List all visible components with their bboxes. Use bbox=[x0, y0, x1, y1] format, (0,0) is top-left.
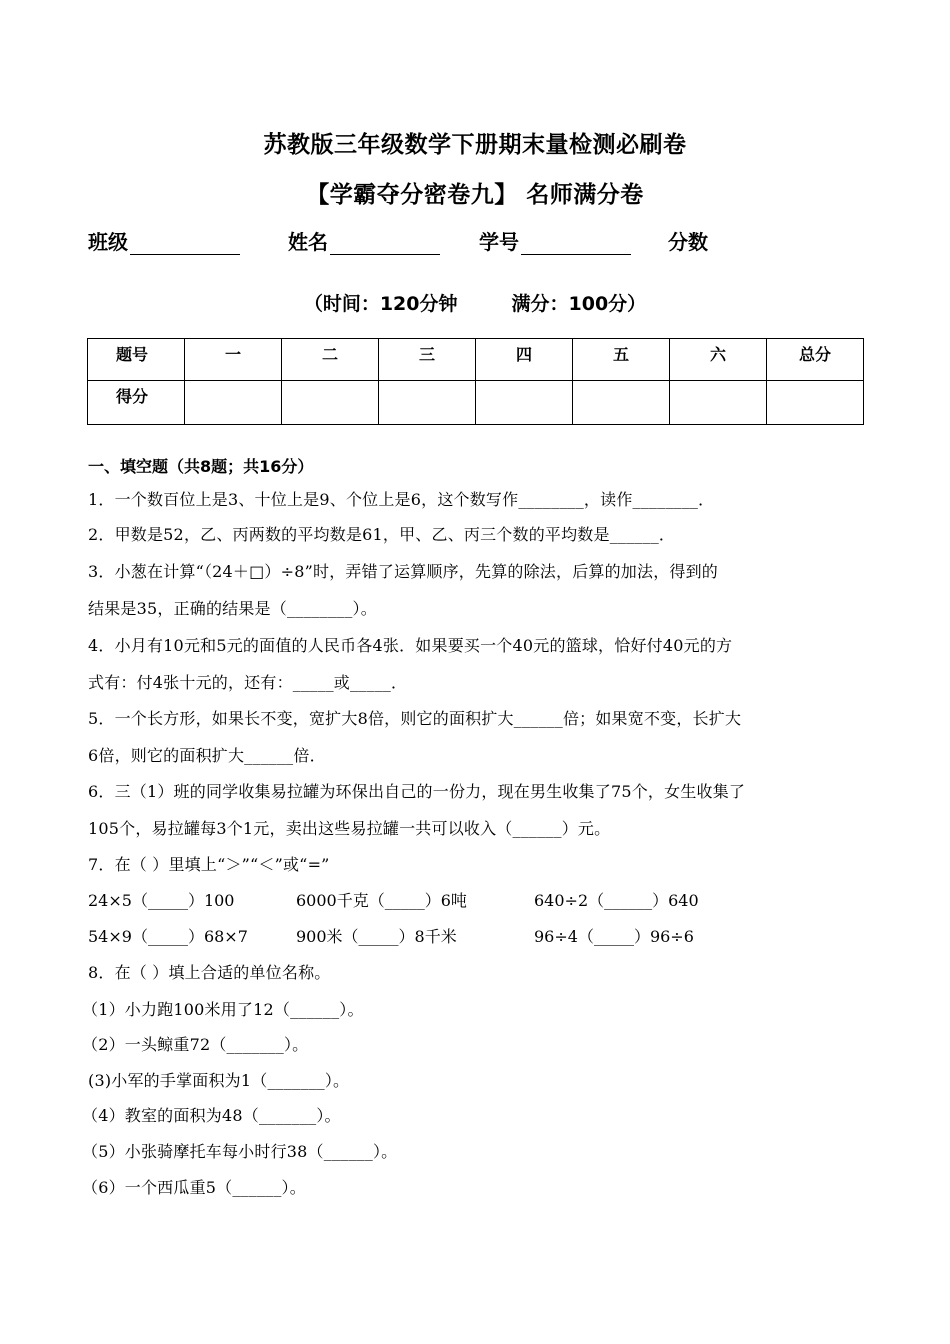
unit-item: （6）一个西瓜重5（______）。 bbox=[82, 1178, 306, 1197]
section-heading: 一、填空题（共8题；共16分） bbox=[88, 457, 314, 476]
exam-subtitle: 【学霸夺分密卷九】 名师满分卷 bbox=[306, 182, 644, 208]
table-cell: 六 bbox=[670, 339, 767, 381]
question-number-header: 题号 bbox=[88, 339, 185, 381]
student-number-field[interactable] bbox=[479, 226, 631, 255]
question-line: 6．三（1）班的同学收集易拉罐为环保出自己的一份力，现在男生收集了75个，女生收集了 bbox=[88, 782, 746, 801]
score-label: 分数 bbox=[668, 230, 708, 254]
question-line: 6倍，则它的面积扩大______倍． bbox=[88, 746, 326, 765]
name-blank[interactable] bbox=[330, 232, 440, 255]
compare-item: 96÷4（_____）96÷6 bbox=[534, 927, 694, 946]
score-cell[interactable] bbox=[767, 381, 864, 425]
time-limit: （时间：120分钟 bbox=[303, 293, 458, 315]
compare-item: 6000千克（_____）6吨 bbox=[296, 891, 467, 910]
table-cell: 一 bbox=[185, 339, 282, 381]
class-blank[interactable] bbox=[130, 232, 240, 255]
question-line: 3．小葱在计算“（24＋□）÷8”时，弄错了运算顺序，先算的除法，后算的加法，得到的 bbox=[88, 562, 719, 581]
full-score: 满分：100分） bbox=[511, 293, 647, 315]
score-row-label: 得分 bbox=[88, 381, 185, 425]
name-field[interactable] bbox=[288, 226, 440, 255]
score-cell[interactable] bbox=[476, 381, 573, 425]
unit-item: （4）教室的面积为48（_______）。 bbox=[82, 1106, 341, 1125]
question-line: 结果是35，正确的结果是（________）。 bbox=[88, 599, 377, 618]
score-cell[interactable] bbox=[573, 381, 670, 425]
table-cell: 五 bbox=[573, 339, 670, 381]
table-cell: 三 bbox=[379, 339, 476, 381]
score-cell[interactable] bbox=[670, 381, 767, 425]
student-number-label: 学号 bbox=[479, 230, 519, 254]
score-table-score-row bbox=[88, 381, 864, 425]
compare-item: 640÷2（______）640 bbox=[534, 891, 699, 910]
table-cell: 二 bbox=[282, 339, 379, 381]
unit-item: (3)小军的手掌面积为1（_______）。 bbox=[88, 1071, 350, 1090]
question-line: 式有：付4张十元的，还有：_____或_____． bbox=[88, 673, 408, 692]
unit-item: （5）小张骑摩托车每小时行38（______）。 bbox=[82, 1142, 398, 1161]
score-cell[interactable] bbox=[185, 381, 282, 425]
class-field[interactable] bbox=[88, 226, 240, 255]
total-header: 总分 bbox=[767, 339, 864, 381]
question-line: 8．在（ ）填上合适的单位名称。 bbox=[88, 963, 331, 982]
student-number-blank[interactable] bbox=[521, 232, 631, 255]
unit-item: （2）一头鲸重72（_______）。 bbox=[82, 1035, 309, 1054]
compare-item: 54×9（_____）68×7 bbox=[88, 927, 248, 946]
score-table bbox=[87, 338, 864, 425]
exam-title: 苏教版三年级数学下册期末量检测必刷卷 bbox=[263, 132, 687, 158]
question-line: 1．一个数百位上是3、十位上是9、个位上是6，这个数写作________，读作________． bbox=[88, 490, 715, 509]
class-label: 班级 bbox=[88, 230, 128, 254]
score-table-header-row bbox=[88, 339, 864, 381]
name-label: 姓名 bbox=[288, 230, 328, 254]
question-line: 2．甲数是52，乙、丙两数的平均数是61，甲、乙、丙三个数的平均数是______． bbox=[88, 525, 676, 544]
compare-item: 900米（_____）8千米 bbox=[296, 927, 457, 946]
question-line: 7．在（ ）里填上“＞”“＜”或“=” bbox=[88, 855, 330, 874]
compare-item: 24×5（_____）100 bbox=[88, 891, 235, 910]
unit-item: （1）小力跑100米用了12（______）。 bbox=[82, 1000, 364, 1019]
question-line: 105个，易拉罐每3个1元，卖出这些易拉罐一共可以收入（______）元。 bbox=[88, 819, 611, 838]
question-line: 4．小月有10元和5元的面值的人民币各4张．如果要买一个40元的篮球，恰好付40元的方 bbox=[88, 636, 733, 655]
table-cell: 四 bbox=[476, 339, 573, 381]
score-field bbox=[668, 226, 708, 255]
time-and-score-info bbox=[0, 289, 950, 316]
score-cell[interactable] bbox=[282, 381, 379, 425]
question-line: 5．一个长方形，如果长不变，宽扩大8倍，则它的面积扩大______倍；如果宽不变，长扩大 bbox=[88, 709, 742, 728]
score-cell[interactable] bbox=[379, 381, 476, 425]
